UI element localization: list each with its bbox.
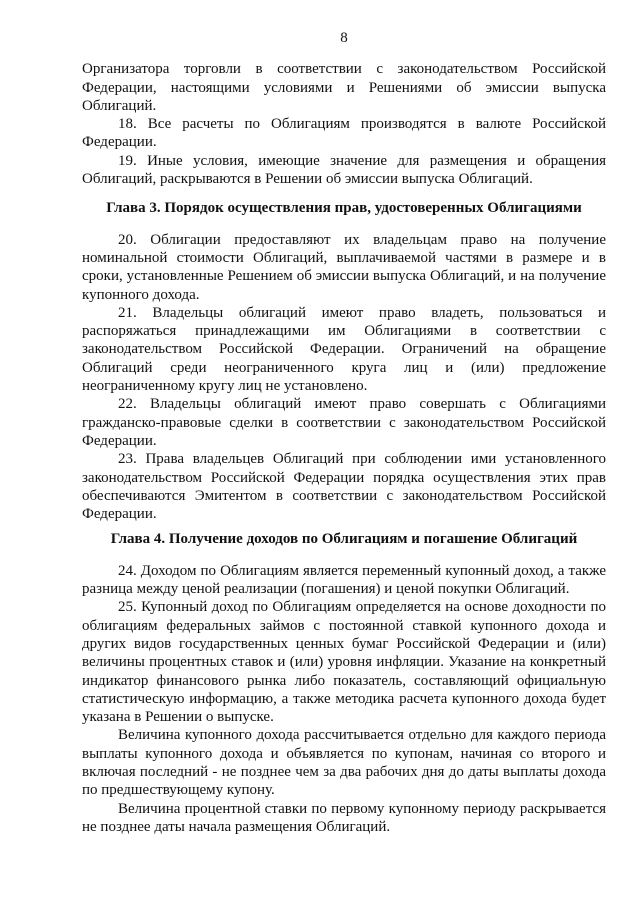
paragraph-21: 21. Владельцы облигаций имеют право владеть, пользоваться и распоряжаться принадлежащими им Облигациями в соответствии с законодательством Российской Федерации. Ограничений на обращение Облигаций среди неограниченного круга лиц и (или) предложение неограниченному кругу лиц не установлено. [82, 304, 606, 395]
paragraph-18: 18. Все расчеты по Облигациям производятся в валюте Российской Федерации. [82, 116, 606, 151]
paragraph-continuation: Организатора торговли в соответствии с законодательством Российской Федерации, настоящими условиями и Решениями об эмиссии выпуска Облигаций. [82, 61, 606, 114]
chapter-3-section [82, 199, 606, 523]
page-content [82, 29, 606, 836]
paragraph-20: 20. Облигации предоставляют их владельцам право на получение номинальной стоимости Облигаций, выплачиваемой частями в размере и в сроки, установленные Решением об эмиссии выпуска Облигаций, и на получение купонного дохода. [82, 231, 606, 303]
paragraph-25: 25. Купонный доход по Облигациям определяется на основе доходности по облигациям федеральных займов с постоянной ставкой купонного дохода и других видов государственных ценных бумаг Российской Федерации и (или) величины процентных ставок и (или) уровня инфляции. Указание на конкретный индикатор финансового рынка либо показатель, составляющий официальную статистическую информацию, а также методика расчета купонного дохода будет указана в Решении о выпуске. [82, 599, 606, 726]
intro-section [82, 60, 606, 188]
paragraph-first-coupon-rate: Величина процентной ставки по первому купонному периоду раскрывается не позднее даты начала размещения Облигаций. [82, 800, 606, 835]
paragraph-24: 24. Доходом по Облигациям является переменный купонный доход, а также разница между ценой реализации (погашения) и ценой покупки Облигаций. [82, 562, 606, 598]
paragraph-coupon-income-amount: Величина купонного дохода рассчитывается отдельно для каждого периода выплаты купонного дохода и объявляется по купонам, начиная со второго и включая последний - не позднее чем за два рабочих дня до даты выплаты дохода по предшествующему купону. [82, 727, 606, 799]
chapter-4-heading: Глава 4. Получение доходов по Облигациям и погашение Облигаций [110, 531, 578, 548]
page-number: 8 [340, 30, 348, 46]
paragraph-23: 23. Права владельцев Облигаций при соблюдении ими установленного законодательством Российской Федерации порядка осуществления этих прав обеспечиваются Эмитентом в соответствии с законодательством Российской Федерации. [82, 451, 606, 523]
paragraph-22: 22. Владельцы облигаций имеют право совершать с Облигациями гражданско-правовые сделки в соответствии с законодательством Российской Федерации. [82, 396, 606, 449]
paragraph-19: 19. Иные условия, имеющие значение для размещения и обращения Облигаций, раскрываются в Решении об эмиссии выпуска Облигаций. [82, 152, 606, 188]
chapter-4-section [82, 530, 606, 836]
chapter-3-heading: Глава 3. Порядок осуществления прав, удостоверенных Облигациями [106, 200, 582, 217]
